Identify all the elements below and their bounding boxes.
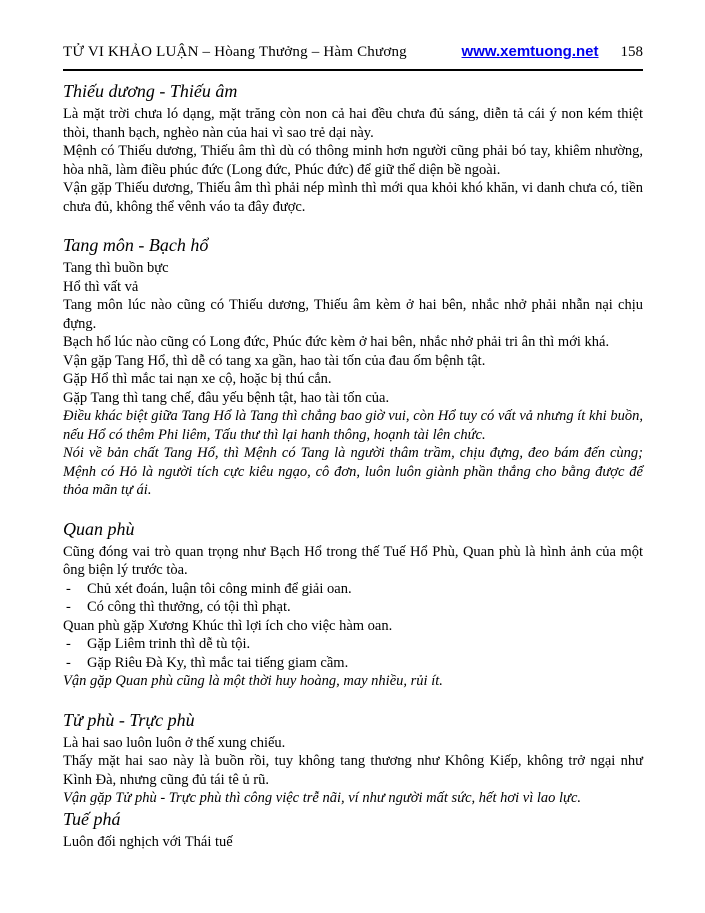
paragraph: Gặp Tang thì tang chế, đâu yếu bệnh tật, hao tài tốn của. [63,389,390,406]
section-heading: Tử phù - Trực phù [63,709,195,730]
paragraph: Vận gặp Tử phù - Trực phù thì công việc trễ nãi, ví như người mất sức, hết hơi vì lao lực. [63,790,582,806]
section [63,234,643,500]
header-divider [63,69,643,71]
section-heading: Tang môn - Bạch hổ [63,235,209,255]
list-item [63,635,643,654]
paragraph: Điều khác biệt giữa Tang Hổ là Tang thì chẳng bao giờ vui, còn Hổ tuy có vất vả nhưng ít khi buồn, nếu Hổ có thêm Phi liêm, Tấu thư thì lại hanh thông, hoạnh tài lên chức. [63,408,643,443]
list-item-text: Có công thì thưởng, có tội thì phạt. [87,599,291,615]
section-heading: Quan phù [63,518,135,539]
dash-marker: - [66,599,71,615]
section-heading: Thiếu dương - Thiếu âm [63,81,238,101]
paragraph: Vận gặp Tang Hổ, thì dễ có tang xa gần, hao tài tốn của đau ốm bệnh tật. [63,352,486,369]
paragraph: Quan phù gặp Xương Khúc thì lợi ích cho việc hàm oan. [63,617,393,634]
paragraph: Mệnh có Thiếu dương, Thiếu âm thì dù có thông minh hơn người cũng phải bó tay, khiêm nhường, hòa nhã, làm điều phúc đức (Long đức, Phúc đức) để giữ thể diện bề ngoài. [63,143,643,178]
list-item [63,580,643,599]
paragraph: Vận gặp Thiếu dương, Thiếu âm thì phải nép mình thì mới qua khỏi khó khăn, vi danh chưa có, tiền chưa đủ, không thể vênh váo ta đây được. [63,180,643,215]
paragraph: Tang môn lúc nào cũng có Thiếu dương, Thiếu âm kèm ở hai bên, nhắc nhở phải nhẫn nại chịu đựng. [63,297,643,332]
section [63,518,643,691]
paragraph: Thấy mặt hai sao này là buồn rồi, tuy không tang thương như Không Kiếp, không trở ngại như Kình Đà, nhưng cũng đủ tái tê ủ rũ. [63,753,643,788]
list-item-text: Chủ xét đoán, luận tôi công minh để giải oan. [87,580,352,597]
section [63,709,643,808]
section [63,808,643,852]
list-item-text: Gặp Riêu Đà Ky, thì mắc tai tiếng giam cầm. [87,654,349,671]
dash-marker: - [66,580,71,597]
paragraph: Nói về bản chất Tang Hổ, thì Mệnh có Tang là người thâm trầm, chịu đựng, đeo bám đến cùng; Mệnh có Hỏ là người tích cực kiêu ngạo, cô đơn, luôn luôn giành phần thắng cho bằng được để thỏa mãn tự ái. [63,445,643,498]
paragraph: Bạch hổ lúc nào cũng có Long đức, Phúc đức kèm ở hai bên, nhắc nhở phải tri ân thì mới khá. [63,334,610,350]
document-title: TỬ VI KHẢO LUẬN – Hòang Thưởng – Hàm Chương [63,44,407,60]
paragraph: Là hai sao luôn luôn ở thế xung chiếu. [63,734,286,751]
website-link[interactable]: www.xemtuong.net [461,43,599,60]
paragraph: Vận gặp Quan phù cũng là một thời huy hoàng, may nhiều, rủi ít. [63,673,443,689]
page-number: 158 [620,44,643,60]
paragraph: Cũng đóng vai trò quan trọng như Bạch Hổ trong thế Tuế Hổ Phù, Quan phù là hình ảnh của một ông biện lý trước tòa. [63,543,643,578]
dash-marker: - [66,654,71,671]
paragraph: Hổ thì vất vả [63,278,139,295]
list-item [63,654,643,673]
paragraph: Là mặt trời chưa ló dạng, mặt trăng còn non cả hai đều chưa đủ sáng, diễn tả cái ý non kém thiệt thòi, thanh bạch, nghèo nàn của hai vì sao trẻ dại này. [63,106,643,141]
section [63,80,643,216]
paragraph: Luôn đối nghịch với Thái tuế [63,833,233,850]
list-item-text: Gặp Liêm trinh thì dễ tù tội. [87,636,251,652]
list-item [63,598,643,617]
dash-marker: - [66,636,71,652]
paragraph: Tang thì buồn bực [63,260,169,276]
section-heading: Tuế phá [63,808,121,829]
page-header [63,42,643,62]
paragraph: Gặp Hổ thì mắc tai nạn xe cộ, hoặc bị thú cắn. [63,371,332,387]
document-body [63,80,643,851]
